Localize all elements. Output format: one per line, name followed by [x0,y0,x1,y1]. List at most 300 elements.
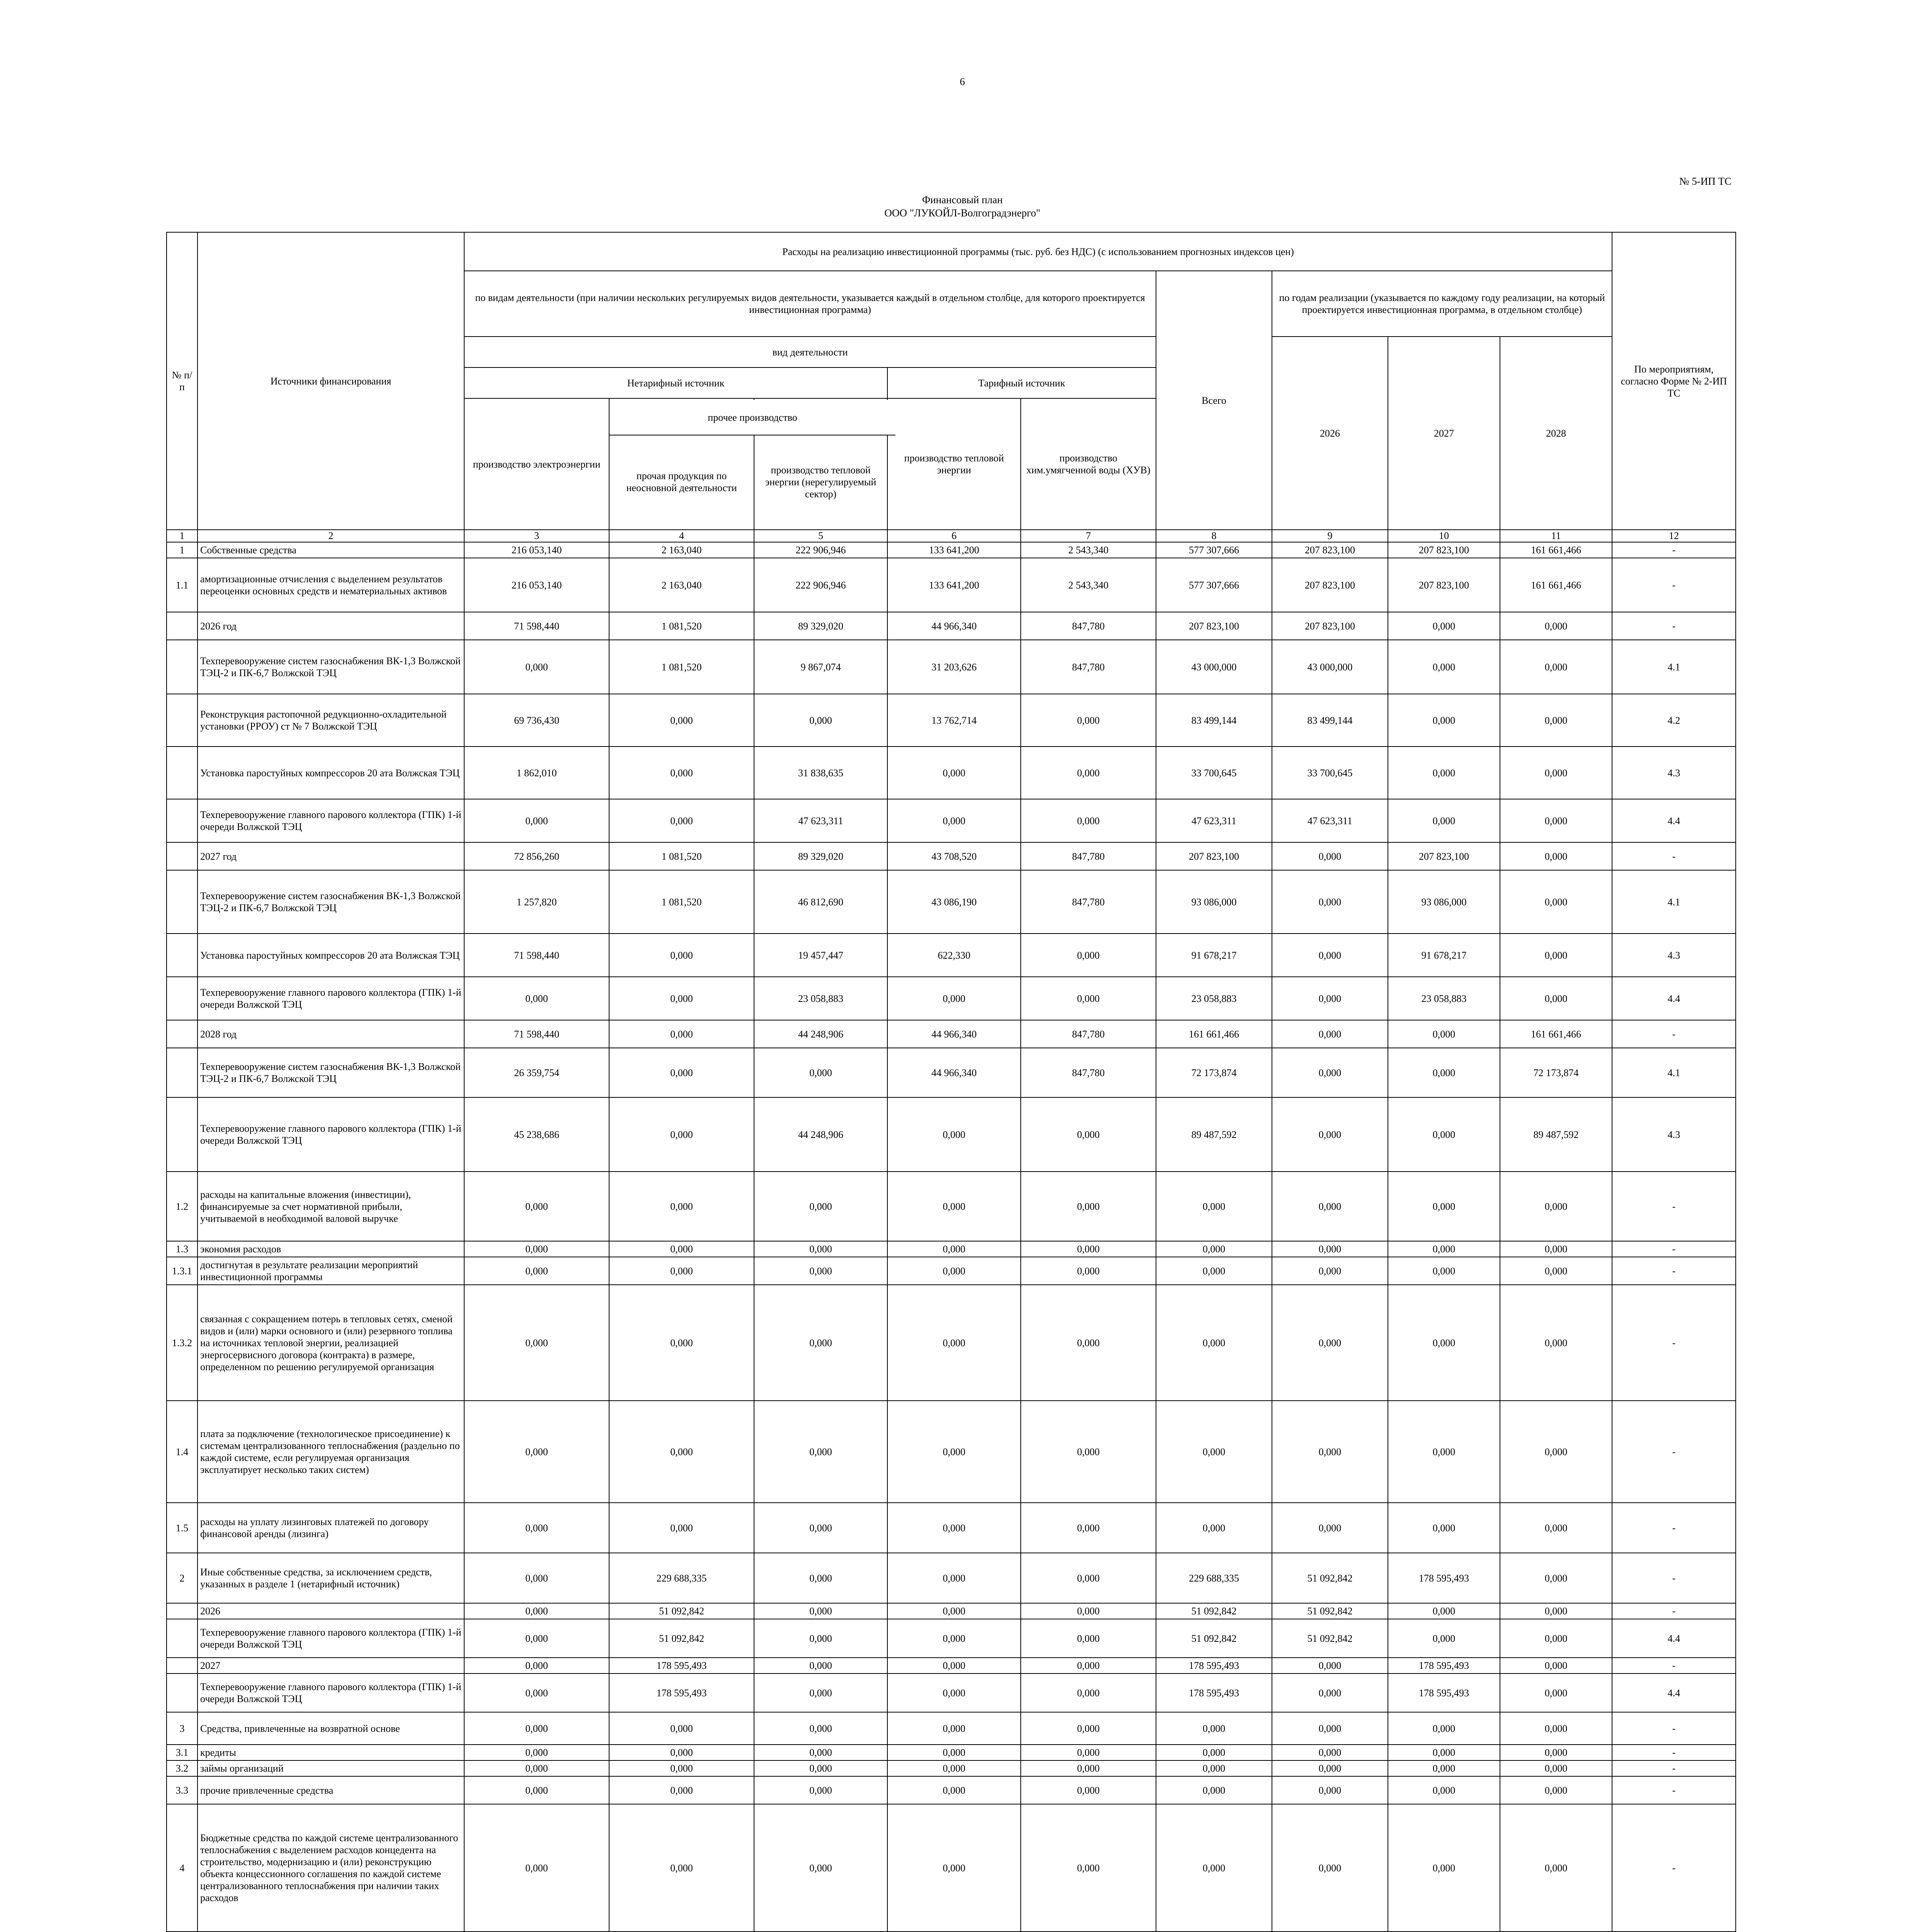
measure-ref: - [1612,1241,1736,1257]
value-cell: 0,000 [1272,1804,1388,1932]
column-number: 4 [609,530,754,542]
value-cell: 1 081,520 [609,640,754,694]
value-cell: 0,000 [1021,934,1156,977]
value-cell: 0,000 [609,977,754,1020]
value-cell: 0,000 [464,1503,609,1553]
value-cell: 0,000 [887,1097,1021,1172]
value-cell: 0,000 [609,1503,754,1553]
value-cell: 51 092,842 [1156,1603,1272,1619]
row-number [167,1097,197,1172]
value-cell: 0,000 [887,1503,1021,1553]
value-cell: 222 906,946 [754,542,887,558]
measure-ref: 4.2 [1612,694,1736,747]
value-cell: 0,000 [464,1745,609,1760]
value-cell: 91 678,217 [1388,934,1500,977]
value-cell: 0,000 [754,1048,887,1097]
value-cell: 0,000 [1021,1745,1156,1760]
row-number [167,870,197,934]
column-number: 7 [1021,530,1156,542]
value-cell: 0,000 [887,1804,1021,1932]
value-cell: 0,000 [609,747,754,799]
value-cell: 0,000 [754,1603,887,1619]
value-cell: 44 248,906 [754,1097,887,1172]
column-number: 1 [167,530,197,542]
measure-ref: - [1612,1257,1736,1285]
value-cell: 0,000 [1021,1603,1156,1619]
column-number: 5 [754,530,887,542]
value-cell: 0,000 [1500,1503,1612,1553]
value-cell: 0,000 [1021,1712,1156,1745]
value-cell: 0,000 [1500,1712,1612,1745]
value-cell: 0,000 [1500,1285,1612,1401]
table-row [167,1673,1736,1712]
value-cell: 0,000 [1388,1257,1500,1285]
value-cell: 0,000 [1500,1804,1612,1932]
table-row [167,1503,1736,1553]
row-number: 1.3.1 [167,1257,197,1285]
source-name: Иные собственные средства, за исключением средств, указанных в разделе 1 (нетарифный источник) [197,1553,464,1603]
value-cell: 0,000 [609,1172,754,1241]
value-cell: 0,000 [1021,1285,1156,1401]
measure-ref: - [1612,558,1736,612]
value-cell: 1 081,520 [609,870,754,934]
header-total: Всего [1156,271,1272,530]
value-cell: 0,000 [754,1776,887,1804]
form-code: № 5-ИП ТС [1679,175,1731,187]
value-cell: 577 307,666 [1156,558,1272,612]
table-body [167,530,1736,1932]
value-cell: 0,000 [754,1760,887,1776]
financial-plan-table [166,232,1736,1932]
value-cell: 0,000 [464,1401,609,1503]
value-cell: 0,000 [1156,1285,1272,1401]
column-numbers-row [167,530,1736,542]
value-cell: 0,000 [609,1760,754,1776]
value-cell: 207 823,100 [1388,542,1500,558]
header-by-years: по годам реализации (указывается по каждому году реализации, на который проектируется инвестиционная программа, в отдельном столбце) [1272,271,1612,337]
measure-ref: 4.1 [1612,640,1736,694]
source-name: займы организаций [197,1760,464,1776]
source-name: расходы на уплату лизинговых платежей по договору финансовой аренды (лизинга) [197,1503,464,1553]
value-cell: 0,000 [609,1020,754,1048]
row-number: 1.3 [167,1241,197,1257]
table-row [167,542,1736,558]
source-name: Собственные средства [197,542,464,558]
header-col6: производство тепловой энергии [887,398,1021,530]
column-number: 6 [887,530,1021,542]
value-cell: 1 257,820 [464,870,609,934]
value-cell: 847,780 [1021,842,1156,870]
value-cell: 178 595,493 [1156,1658,1272,1673]
value-cell: 83 499,144 [1272,694,1388,747]
value-cell: 0,000 [1272,1172,1388,1241]
row-number: 1.2 [167,1172,197,1241]
value-cell: 31 838,635 [754,747,887,799]
value-cell: 0,000 [1021,1401,1156,1503]
value-cell: 0,000 [1272,1020,1388,1048]
value-cell: 0,000 [609,799,754,842]
measure-ref: - [1612,1745,1736,1760]
value-cell: 0,000 [609,694,754,747]
table-row [167,612,1736,640]
header-nontariff: Нетарифный источник [464,367,887,398]
value-cell: 31 203,626 [887,640,1021,694]
header-col4: прочая продукция по неосновной деятельности [626,470,737,493]
value-cell: 0,000 [887,1285,1021,1401]
source-name: Техперевооружение главного парового коллектора (ГПК) 1-й очереди Волжской ТЭЦ [197,799,464,842]
measure-ref: - [1612,542,1736,558]
header-col12: По мероприятиям, согласно Форме № 2-ИП ТС [1612,232,1736,530]
value-cell: 0,000 [1156,1745,1272,1760]
value-cell: 0,000 [1500,1658,1612,1673]
row-number [167,1619,197,1658]
value-cell: 0,000 [1272,1401,1388,1503]
header-sources: Источники финансирования [197,232,464,530]
value-cell: 207 823,100 [1388,842,1500,870]
value-cell: 0,000 [1388,747,1500,799]
measure-ref: - [1612,1020,1736,1048]
value-cell: 2 543,340 [1021,542,1156,558]
source-name: амортизационные отчисления с выделением результатов переоценки основных средств и нематериальных активов [197,558,464,612]
value-cell: 0,000 [754,1172,887,1241]
source-name: Техперевооружение систем газоснабжения ВК-1,3 Волжской ТЭЦ-2 и ПК-6,7 Волжской ТЭЦ [197,640,464,694]
value-cell: 44 966,340 [887,612,1021,640]
value-cell: 0,000 [1388,1048,1500,1097]
value-cell: 0,000 [1500,1257,1612,1285]
value-cell: 51 092,842 [1272,1553,1388,1603]
table-row [167,1257,1736,1285]
header-y2027: 2027 [1388,337,1500,530]
row-number: 1.4 [167,1401,197,1503]
row-number: 3.3 [167,1776,197,1804]
table-row [167,1776,1736,1804]
value-cell: 0,000 [1156,1712,1272,1745]
value-cell: 0,000 [464,799,609,842]
row-number: 1.1 [167,558,197,612]
value-cell: 0,000 [1156,1241,1272,1257]
value-cell: 0,000 [754,1712,887,1745]
value-cell: 0,000 [1156,1172,1272,1241]
value-cell: 69 736,430 [464,694,609,747]
value-cell: 0,000 [754,1285,887,1401]
value-cell: 622,330 [887,934,1021,977]
value-cell: 0,000 [1021,1673,1156,1712]
value-cell: 847,780 [1021,870,1156,934]
table-row [167,694,1736,747]
value-cell: 47 623,311 [754,799,887,842]
measure-ref: 4.1 [1612,870,1736,934]
value-cell: 0,000 [1272,1048,1388,1097]
value-cell: 72 173,874 [1500,1048,1612,1097]
table-row [167,1553,1736,1603]
measure-ref: - [1612,1553,1736,1603]
measure-ref: - [1612,1401,1736,1503]
value-cell: 0,000 [1500,612,1612,640]
row-number: 4 [167,1804,197,1932]
row-number: 3.1 [167,1745,197,1760]
source-name: Средства, привлеченные на возвратной основе [197,1712,464,1745]
value-cell: 26 359,754 [464,1048,609,1097]
value-cell: 0,000 [887,1603,1021,1619]
measure-ref: - [1612,1658,1736,1673]
column-number: 12 [1612,530,1736,542]
value-cell: 0,000 [1388,1503,1500,1553]
value-cell: 0,000 [887,1673,1021,1712]
value-cell: 0,000 [1272,934,1388,977]
value-cell: 44 966,340 [887,1048,1021,1097]
value-cell: 0,000 [1388,1401,1500,1503]
value-cell: 43 086,190 [887,870,1021,934]
source-name: 2027 [197,1658,464,1673]
value-cell: 847,780 [1021,1048,1156,1097]
value-cell: 178 595,493 [1388,1553,1500,1603]
value-cell: 0,000 [1388,1760,1500,1776]
source-name: Реконструкция растопочной редукционно-охладительной установки (РРОУ) ст № 7 Волжской ТЭЦ [197,694,464,747]
value-cell: 46 812,690 [754,870,887,934]
value-cell: 0,000 [464,640,609,694]
header-expenses: Расходы на реализацию инвестиционной программы (тыс. руб. без НДС) (с использованием прогнозных индексов цен) [464,232,1612,271]
value-cell: 0,000 [1388,1020,1500,1048]
value-cell: 207 823,100 [1156,612,1272,640]
table-row [167,1603,1736,1619]
value-cell: 178 595,493 [1388,1658,1500,1673]
row-number [167,799,197,842]
source-name: плата за подключение (технологическое присоединение) к системам централизованного теплоснабжения (раздельно по каждой системе, если регулируемая организация эксплуатирует несколько таких систем) [197,1401,464,1503]
row-number: 3.2 [167,1760,197,1776]
document-title: Финансовый план [922,194,1003,206]
value-cell: 0,000 [1388,1603,1500,1619]
value-cell: 0,000 [887,977,1021,1020]
value-cell: 9 867,074 [754,640,887,694]
measure-ref: 4.4 [1612,1619,1736,1658]
value-cell: 0,000 [1500,1673,1612,1712]
value-cell: 1 862,010 [464,747,609,799]
value-cell: 13 762,714 [887,694,1021,747]
header-activity-type: вид деятельности [464,337,1156,367]
value-cell: 0,000 [1388,1241,1500,1257]
value-cell: 207 823,100 [1272,612,1388,640]
source-name: Техперевооружение главного парового коллектора (ГПК) 1-й очереди Волжской ТЭЦ [197,977,464,1020]
value-cell: 1 081,520 [609,612,754,640]
value-cell: 0,000 [1156,1776,1272,1804]
measure-ref: 4.4 [1612,977,1736,1020]
source-name: 2026 год [197,612,464,640]
value-cell: 229 688,335 [609,1553,754,1603]
measure-ref: - [1612,1172,1736,1241]
row-number: 1 [167,542,197,558]
value-cell: 45 238,686 [464,1097,609,1172]
value-cell: 0,000 [1500,1553,1612,1603]
value-cell: 0,000 [1500,1172,1612,1241]
value-cell: 0,000 [1021,1503,1156,1553]
value-cell: 216 053,140 [464,558,609,612]
value-cell: 0,000 [1500,1745,1612,1760]
value-cell: 0,000 [754,694,887,747]
value-cell: 0,000 [754,1553,887,1603]
value-cell: 0,000 [1500,1776,1612,1804]
value-cell: 0,000 [1021,799,1156,842]
value-cell: 0,000 [1500,1619,1612,1658]
source-name: Техперевооружение систем газоснабжения ВК-1,3 Волжской ТЭЦ-2 и ПК-6,7 Волжской ТЭЦ [197,1048,464,1097]
value-cell: 0,000 [1272,977,1388,1020]
page-number: 6 [960,76,965,87]
value-cell: 0,000 [464,1760,609,1776]
row-number [167,612,197,640]
value-cell: 161 661,466 [1500,558,1612,612]
value-cell: 0,000 [1021,1257,1156,1285]
header-y2026: 2026 [1272,337,1388,530]
value-cell: 207 823,100 [1388,558,1500,612]
table-row [167,977,1736,1020]
source-name: связанная с сокращением потерь в тепловых сетях, сменой видов и (или) марки основного и (или) резервного топлива на источниках тепловой энергии, реализацией энергосервисного договора (контракта) в размере, определенном по решению регулируемой организация [197,1285,464,1401]
row-number [167,1658,197,1673]
measure-ref: - [1612,1712,1736,1745]
table-row [167,1760,1736,1776]
value-cell: 0,000 [1272,1776,1388,1804]
value-cell: 0,000 [754,1658,887,1673]
document-subtitle: ООО "ЛУКОЙЛ-Волгоградэнерго" [884,207,1040,219]
value-cell: 178 595,493 [1156,1673,1272,1712]
value-cell: 0,000 [887,1658,1021,1673]
value-cell: 0,000 [754,1503,887,1553]
value-cell: 0,000 [1500,799,1612,842]
source-name: Установка паростуйных компрессоров 20 ата Волжская ТЭЦ [197,747,464,799]
value-cell: 0,000 [1272,1760,1388,1776]
value-cell: 0,000 [1272,870,1388,934]
row-number: 2 [167,1553,197,1603]
source-name: 2027 год [197,842,464,870]
value-cell: 0,000 [887,747,1021,799]
value-cell: 0,000 [1021,1241,1156,1257]
row-number [167,1673,197,1712]
value-cell: 0,000 [1156,1257,1272,1285]
value-cell: 0,000 [609,1285,754,1401]
value-cell: 0,000 [464,1673,609,1712]
column-number: 3 [464,530,609,542]
value-cell: 47 623,311 [1156,799,1272,842]
value-cell: 0,000 [887,1241,1021,1257]
measure-ref: - [1612,1760,1736,1776]
value-cell: 0,000 [754,1257,887,1285]
value-cell: 0,000 [1156,1804,1272,1932]
value-cell: 0,000 [1500,640,1612,694]
row-number [167,747,197,799]
value-cell: 0,000 [464,1241,609,1257]
table-row [167,799,1736,842]
value-cell: 0,000 [1500,934,1612,977]
value-cell: 0,000 [1272,1712,1388,1745]
source-name: расходы на капитальные вложения (инвестиции), финансируемые за счет нормативной прибыли, учитываемой в необходимой валовой выручке [197,1172,464,1241]
value-cell: 0,000 [1500,747,1612,799]
value-cell: 847,780 [1021,612,1156,640]
measure-ref: - [1612,1285,1736,1401]
table-row [167,1048,1736,1097]
column-number: 10 [1388,530,1500,542]
value-cell: 1 081,520 [609,842,754,870]
value-cell: 0,000 [754,1745,887,1760]
value-cell: 0,000 [464,977,609,1020]
header-tariff: Тарифный источник [887,367,1156,398]
value-cell: 0,000 [464,1712,609,1745]
table-row [167,1804,1736,1932]
measure-ref: 4.4 [1612,1673,1736,1712]
value-cell: 0,000 [1388,1285,1500,1401]
value-cell: 51 092,842 [609,1619,754,1658]
value-cell: 0,000 [754,1401,887,1503]
value-cell: 23 058,883 [1156,977,1272,1020]
header-other-production: прочее производство [609,400,896,435]
value-cell: 0,000 [464,1285,609,1401]
source-name: Техперевооружение главного парового коллектора (ГПК) 1-й очереди Волжской ТЭЦ [197,1619,464,1658]
value-cell: 0,000 [1388,1712,1500,1745]
value-cell: 43 708,520 [887,842,1021,870]
value-cell: 0,000 [887,799,1021,842]
value-cell: 0,000 [609,1745,754,1760]
value-cell: 0,000 [1021,1172,1156,1241]
row-number [167,694,197,747]
value-cell: 0,000 [1388,1745,1500,1760]
value-cell: 89 329,020 [754,612,887,640]
value-cell: 89 487,592 [1500,1097,1612,1172]
measure-ref: 4.3 [1612,934,1736,977]
value-cell: 23 058,883 [754,977,887,1020]
value-cell: 51 092,842 [609,1603,754,1619]
table-row [167,1097,1736,1172]
source-name: прочие привлеченные средства [197,1776,464,1804]
column-number: 8 [1156,530,1272,542]
value-cell: 0,000 [1272,1745,1388,1760]
table-row [167,1285,1736,1401]
value-cell: 178 595,493 [609,1673,754,1712]
value-cell: 0,000 [887,1745,1021,1760]
value-cell: 43 000,000 [1156,640,1272,694]
measure-ref: - [1612,612,1736,640]
value-cell: 0,000 [1156,1760,1272,1776]
source-name: Техперевооружение главного парового коллектора (ГПК) 1-й очереди Волжской ТЭЦ [197,1673,464,1712]
value-cell: 0,000 [1272,1097,1388,1172]
value-cell: 44 966,340 [887,1020,1021,1048]
measure-ref: - [1612,1776,1736,1804]
value-cell: 222 906,946 [754,558,887,612]
row-number: 3 [167,1712,197,1745]
measure-ref: 4.3 [1612,747,1736,799]
value-cell: 0,000 [1500,870,1612,934]
value-cell: 0,000 [1272,1658,1388,1673]
value-cell: 0,000 [887,1401,1021,1503]
column-number: 9 [1272,530,1388,542]
measure-ref: 4.4 [1612,799,1736,842]
row-number [167,1020,197,1048]
value-cell: 0,000 [1500,1603,1612,1619]
value-cell: 23 058,883 [1388,977,1500,1020]
measure-ref: 4.1 [1612,1048,1736,1097]
value-cell: 0,000 [1272,1257,1388,1285]
value-cell: 0,000 [609,1257,754,1285]
row-number: 1.3.2 [167,1285,197,1401]
source-name: экономия расходов [197,1241,464,1257]
value-cell: 0,000 [754,1619,887,1658]
value-cell: 0,000 [1021,1776,1156,1804]
value-cell: 161 661,466 [1500,1020,1612,1048]
value-cell: 207 823,100 [1156,842,1272,870]
source-name: Установка паростуйных компрессоров 20 ата Волжская ТЭЦ [197,934,464,977]
value-cell: 0,000 [609,1804,754,1932]
value-cell: 216 053,140 [464,542,609,558]
value-cell: 0,000 [464,1172,609,1241]
value-cell: 33 700,645 [1272,747,1388,799]
value-cell: 71 598,440 [464,612,609,640]
value-cell: 0,000 [464,1804,609,1932]
